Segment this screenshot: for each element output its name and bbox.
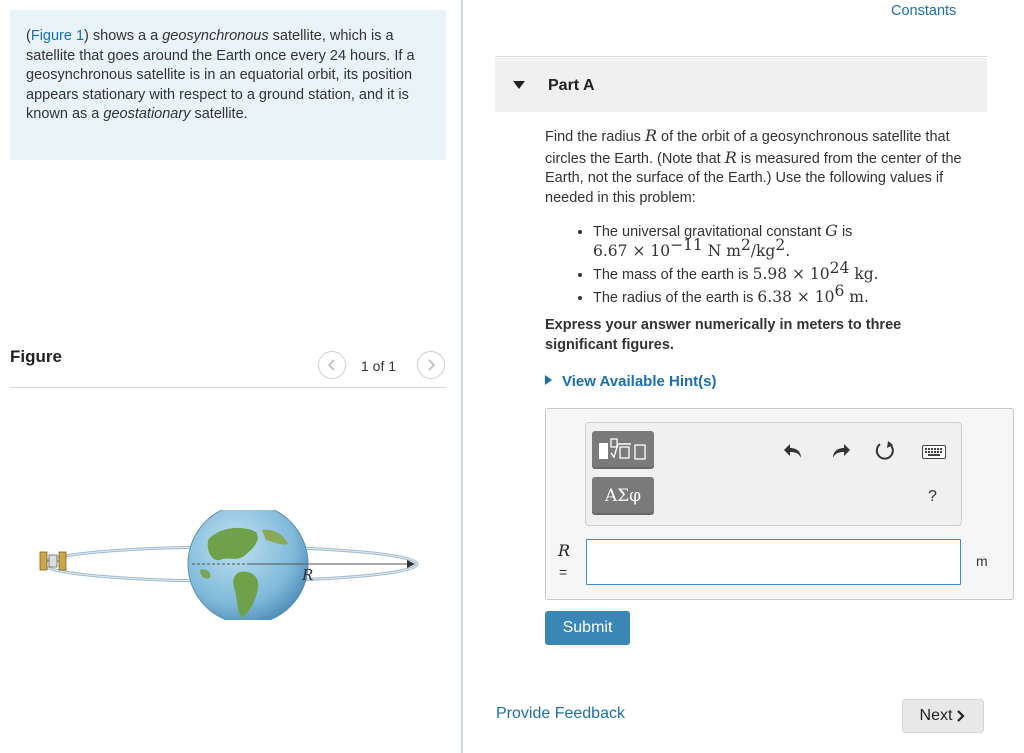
figure-divider bbox=[10, 387, 446, 388]
intro-segment: ) shows a a bbox=[84, 28, 163, 44]
undo-button[interactable] bbox=[781, 439, 805, 463]
question-segment: Find the radius bbox=[545, 129, 645, 145]
view-hints-label: View Available Hint(s) bbox=[562, 373, 717, 390]
given-values-list bbox=[567, 221, 953, 311]
part-label: Part A bbox=[548, 77, 595, 94]
answer-variable: R bbox=[558, 541, 571, 560]
caret-right-icon bbox=[545, 375, 552, 385]
next-button[interactable] bbox=[902, 699, 984, 733]
templates-button[interactable] bbox=[592, 431, 654, 469]
given-value-value: 5.98 × 10 bbox=[752, 265, 830, 283]
orbit-figure bbox=[30, 510, 430, 620]
intro-text bbox=[26, 28, 415, 122]
answer-equals: = bbox=[559, 564, 568, 580]
given-value-connector: is bbox=[837, 224, 853, 240]
redo-button[interactable] bbox=[829, 439, 853, 463]
keyboard-button[interactable] bbox=[921, 440, 947, 464]
earth-icon bbox=[188, 510, 308, 620]
figure-title: Figure bbox=[10, 347, 62, 366]
greek-symbols-button[interactable] bbox=[592, 477, 654, 515]
view-hints-link[interactable] bbox=[545, 373, 717, 390]
given-value-prefix: The universal gravitational constant bbox=[593, 224, 826, 240]
answer-instruction: Express your answer numerically in meters to three significant figures. bbox=[545, 317, 902, 353]
figure-1-link[interactable]: Figure 1 bbox=[30, 28, 85, 44]
given-value-item bbox=[593, 282, 953, 308]
intro-panel bbox=[10, 10, 446, 160]
redo-icon bbox=[831, 442, 851, 460]
collapse-triangle-icon bbox=[513, 81, 525, 89]
chevron-left-icon bbox=[327, 359, 337, 371]
submit-button[interactable]: Submit bbox=[545, 611, 630, 645]
given-value-unit: N m bbox=[702, 242, 741, 260]
pane-divider[interactable] bbox=[461, 0, 463, 753]
question-segment: is measured from the center of the Earth, not the surface of the Earth.) Use the following values if needed in this problem: bbox=[545, 150, 962, 206]
answer-input[interactable] bbox=[586, 539, 961, 585]
intro-segment: ( bbox=[26, 28, 31, 44]
given-value-exponent: −11 bbox=[670, 236, 703, 255]
provide-feedback-link[interactable]: Provide Feedback bbox=[496, 705, 625, 722]
templates-icon bbox=[597, 436, 649, 464]
math-variable: R bbox=[724, 147, 737, 167]
reset-icon bbox=[874, 440, 896, 462]
given-value-exponent: 24 bbox=[829, 259, 850, 278]
chevron-right-icon bbox=[426, 359, 436, 371]
constants-link[interactable]: Constants bbox=[891, 3, 957, 19]
given-value-item bbox=[593, 259, 953, 285]
given-value-value: 6.38 × 10 bbox=[757, 288, 835, 306]
given-value-unit: m. bbox=[844, 288, 869, 306]
radius-label: R bbox=[302, 566, 314, 584]
given-value-end: . bbox=[785, 242, 791, 260]
part-a-header[interactable] bbox=[495, 58, 987, 112]
given-value-unit: kg. bbox=[849, 265, 879, 283]
intro-segment: satellite, which is a satellite that goes around the Earth once every 24 hours. If a geosynchronous satellite is in an equatorial orbit, its position appears stationary with respect to a ground station, and it is known as a bbox=[26, 28, 415, 123]
math-variable: R bbox=[644, 126, 657, 145]
given-value-unit_tail_exp: 2 bbox=[775, 236, 786, 255]
intro-emphasis: geostationary bbox=[103, 106, 191, 123]
keyboard-icon bbox=[922, 444, 946, 460]
intro-segment: satellite. bbox=[190, 106, 248, 123]
question-segment: of the orbit of a geosynchronous satellite that circles the Earth. (Note that bbox=[545, 129, 950, 167]
chevron-right-icon bbox=[956, 710, 966, 722]
given-value-exponent: 6 bbox=[834, 282, 845, 301]
given-value-prefix: The radius of the earth is bbox=[593, 290, 758, 306]
help-button[interactable]: ? bbox=[928, 488, 937, 505]
given-value-item bbox=[593, 221, 953, 262]
question-text bbox=[545, 126, 975, 208]
given-value-unit_exp: 2 bbox=[740, 236, 751, 255]
given-value-prefix: The mass of the earth is bbox=[593, 267, 753, 283]
given-value-symbol: G bbox=[825, 221, 838, 240]
given-value-value: 6.67 × 10 bbox=[593, 242, 671, 260]
undo-icon bbox=[783, 442, 803, 460]
satellite-icon bbox=[40, 552, 66, 570]
reset-button[interactable] bbox=[873, 439, 897, 463]
next-label: Next bbox=[919, 707, 953, 724]
greek-symbols-label: ΑΣφ bbox=[604, 486, 642, 506]
given-value-unit_tail: /kg bbox=[750, 242, 776, 260]
intro-emphasis: geosynchronous bbox=[162, 28, 269, 44]
figure-next-button[interactable] bbox=[417, 351, 445, 379]
header-divider bbox=[495, 56, 987, 57]
answer-unit: m bbox=[976, 553, 988, 569]
figure-prev-button[interactable] bbox=[318, 351, 346, 379]
figure-pager-text: 1 of 1 bbox=[361, 358, 397, 374]
